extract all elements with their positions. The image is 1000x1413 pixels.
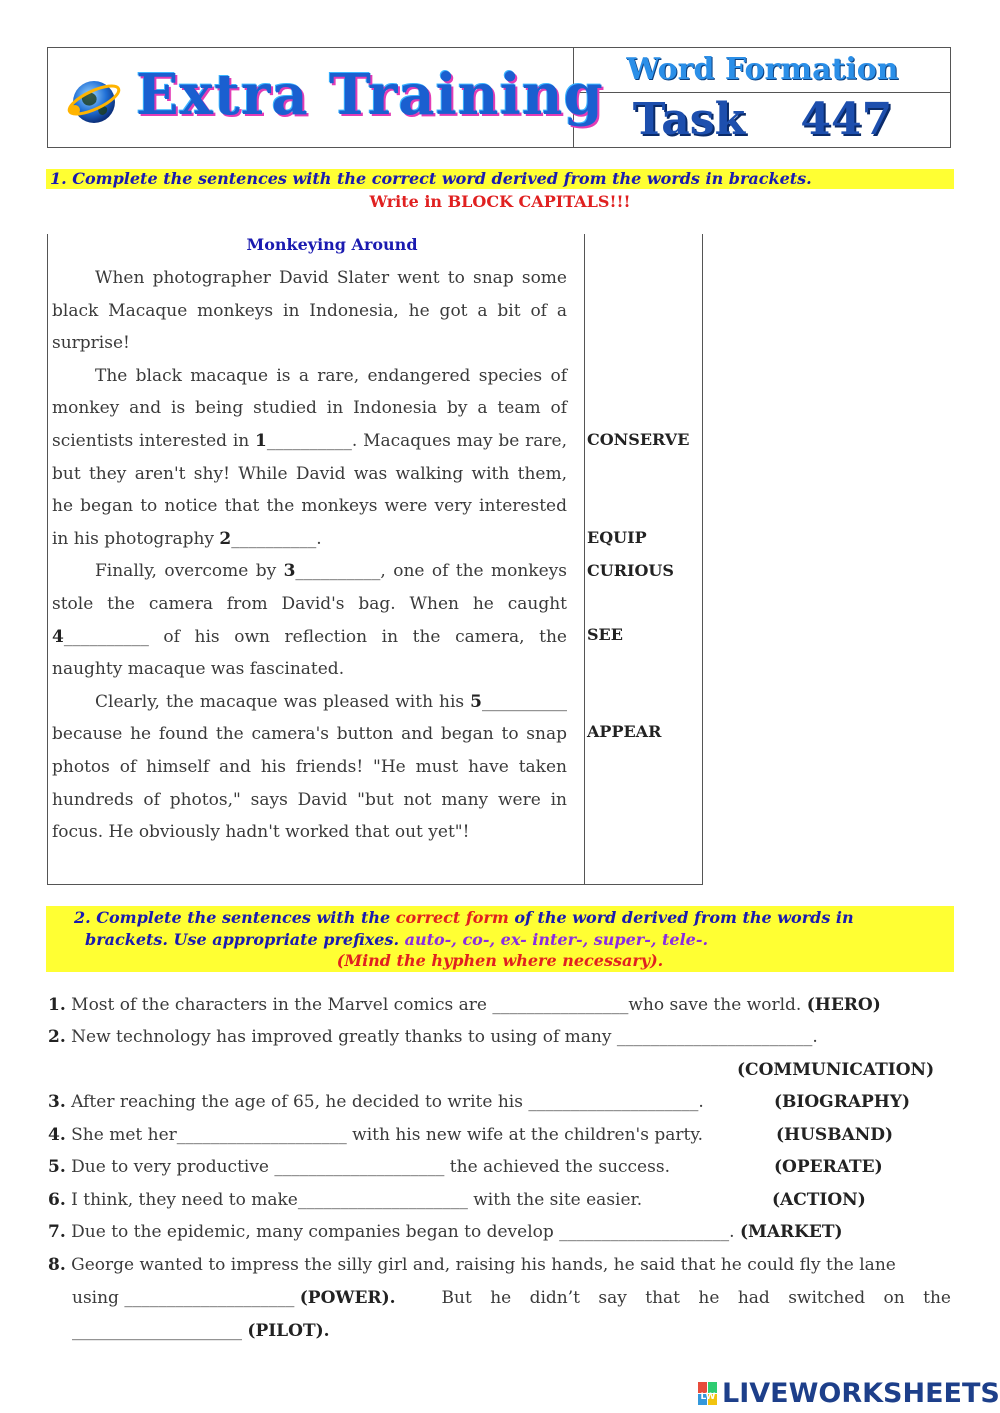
gap-5-number: 5 xyxy=(470,691,482,712)
item-number: 7. xyxy=(48,1222,66,1242)
item-8-hint-2: (PILOT). xyxy=(247,1321,330,1341)
paragraph-3 xyxy=(52,555,567,685)
p4-part-a: Clearly, the macaque was pleased with his xyxy=(95,691,471,712)
item-8-gap-1[interactable]: using ____________________ xyxy=(72,1288,300,1308)
exercise-item-5 xyxy=(48,1156,670,1178)
keyword-equip: EQUIP xyxy=(587,528,647,547)
item-6-hint: (ACTION) xyxy=(772,1190,866,1210)
item-number: 3. xyxy=(48,1092,66,1112)
globe-icon xyxy=(66,72,122,128)
item-8-part-b xyxy=(72,1287,396,1309)
item-8-hint-1: (POWER). xyxy=(299,1288,396,1308)
item-text: George wanted to impress the silly girl and, raising his hands, he said that he could fly the lane xyxy=(71,1255,896,1275)
prefix-list: auto-, co-, ex- inter-, super-, tele-. xyxy=(404,930,709,949)
gap-4-number: 4 xyxy=(52,626,64,647)
instruction-1: 1. Complete the sentences with the correct word derived from the words in brackets. xyxy=(50,169,812,188)
item-number: 4. xyxy=(48,1125,66,1145)
item-text[interactable]: After reaching the age of 65, he decided to write his ____________________. xyxy=(71,1092,704,1112)
item-text[interactable]: I think, they need to make____________________ with the site easier. xyxy=(71,1190,643,1210)
exercise-item-1 xyxy=(48,994,881,1016)
item-hint: (MARKET) xyxy=(739,1222,843,1242)
item-4-hint: (HUSBAND) xyxy=(776,1125,894,1145)
badge-letters: LW xyxy=(700,1392,716,1402)
item-hint: (HERO) xyxy=(806,995,881,1015)
instruction-2-line-2 xyxy=(85,929,708,950)
instruction-2-line-1 xyxy=(74,907,854,928)
header-box xyxy=(47,47,951,148)
keyword-appear: APPEAR xyxy=(587,722,662,741)
exercise-item-8-line-3 xyxy=(72,1320,330,1342)
passage-title: Monkeying Around xyxy=(246,235,418,254)
passage-text xyxy=(52,262,567,849)
gap-4[interactable]: __________ of his own reflection in the camera, the naughty macaque was fascinated. xyxy=(52,626,567,680)
paragraph-2 xyxy=(52,360,567,556)
item-text[interactable]: Most of the characters in the Marvel comics are ________________who save the world. xyxy=(71,995,802,1015)
word-formation-title: Word Formation xyxy=(626,52,899,87)
gap-2-number: 2 xyxy=(219,528,232,549)
paragraph-4 xyxy=(52,686,567,849)
gap-1-number: 1 xyxy=(255,430,267,451)
gap-1[interactable]: __________. Macaques may be rare, but they aren't shy! While David was walking with them, he began to notice that the monkeys were very interested in his photography xyxy=(52,430,567,549)
keyword-curious: CURIOUS xyxy=(587,561,674,580)
keyword-conserve: CONSERVE xyxy=(587,430,690,449)
exercise-item-6 xyxy=(48,1189,642,1211)
item-3-hint: (BIOGRAPHY) xyxy=(774,1092,911,1112)
gap-3-number: 3 xyxy=(283,561,296,582)
task-number: Task 447 xyxy=(632,94,893,145)
item-number: 8. xyxy=(48,1255,66,1275)
instruction-2-highlight: correct form xyxy=(395,908,509,927)
block-capitals-note: Write in BLOCK CAPITALS!!! xyxy=(369,192,631,211)
item-5-hint: (OPERATE) xyxy=(774,1157,883,1177)
item-text[interactable]: Due to very productive ____________________ the achieved the success. xyxy=(71,1157,670,1177)
liveworksheets-badge-icon xyxy=(698,1382,718,1406)
instruction-2-text-a: 2. Complete the sentences with the xyxy=(74,908,396,927)
item-number: 2. xyxy=(48,1027,66,1047)
item-number: 1. xyxy=(48,995,66,1015)
column-divider xyxy=(584,234,585,884)
liveworksheets-logo[interactable]: LIVEWORKSHEETS xyxy=(722,1378,1000,1409)
item-text[interactable]: New technology has improved greatly thanks to using of many _______________________. xyxy=(71,1027,818,1047)
instruction-2-text-b: of the word derived from the words in xyxy=(508,908,854,927)
item-2-hint: (COMMUNICATION) xyxy=(737,1060,935,1080)
hyphen-note: (Mind the hyphen where necessary). xyxy=(336,951,664,970)
p3-part-a: Finally, overcome by xyxy=(95,561,284,582)
p2-part-a: The black macaque is a rare, endangered species of monkey and is being studied in Indonesia by a team of scientists interested in xyxy=(52,365,567,451)
gap-5[interactable]: __________ because he found the camera's button and began to snap photos of himself and his friends! "He must have taken hundreds of photos," says David "but not many were in focus. He obviously hadn't worked that out yet"! xyxy=(52,691,567,843)
instruction-2-text-c: brackets. Use appropriate prefixes. xyxy=(85,930,405,949)
exercise-item-2 xyxy=(48,1026,818,1048)
item-number: 5. xyxy=(48,1157,66,1177)
gap-2[interactable]: __________. xyxy=(231,528,322,549)
item-number: 6. xyxy=(48,1190,66,1210)
paragraph-1: When photographer David Slater went to snap some black Macaque monkeys in Indonesia, he got a bit of a surprise! xyxy=(52,268,567,354)
item-8-gap-2[interactable]: ____________________ xyxy=(72,1321,248,1341)
exercise-item-3 xyxy=(48,1091,704,1113)
exercise-item-4 xyxy=(48,1124,703,1146)
exercise-item-7 xyxy=(48,1221,843,1243)
item-8-text-b2: But he didn’t say that he had switched on the xyxy=(441,1288,951,1308)
exercise-item-8 xyxy=(48,1254,896,1276)
exercise-item-8-line-2 xyxy=(72,1287,951,1309)
extra-training-title: Extra Training xyxy=(136,62,604,128)
item-text[interactable]: Due to the epidemic, many companies began to develop ____________________. xyxy=(71,1222,735,1242)
item-text[interactable]: She met her____________________ with his new wife at the children's party. xyxy=(71,1125,704,1145)
gap-3[interactable]: __________, one of the monkeys stole the camera from David's bag. When he caught xyxy=(52,561,568,614)
keyword-see: SEE xyxy=(587,625,623,644)
